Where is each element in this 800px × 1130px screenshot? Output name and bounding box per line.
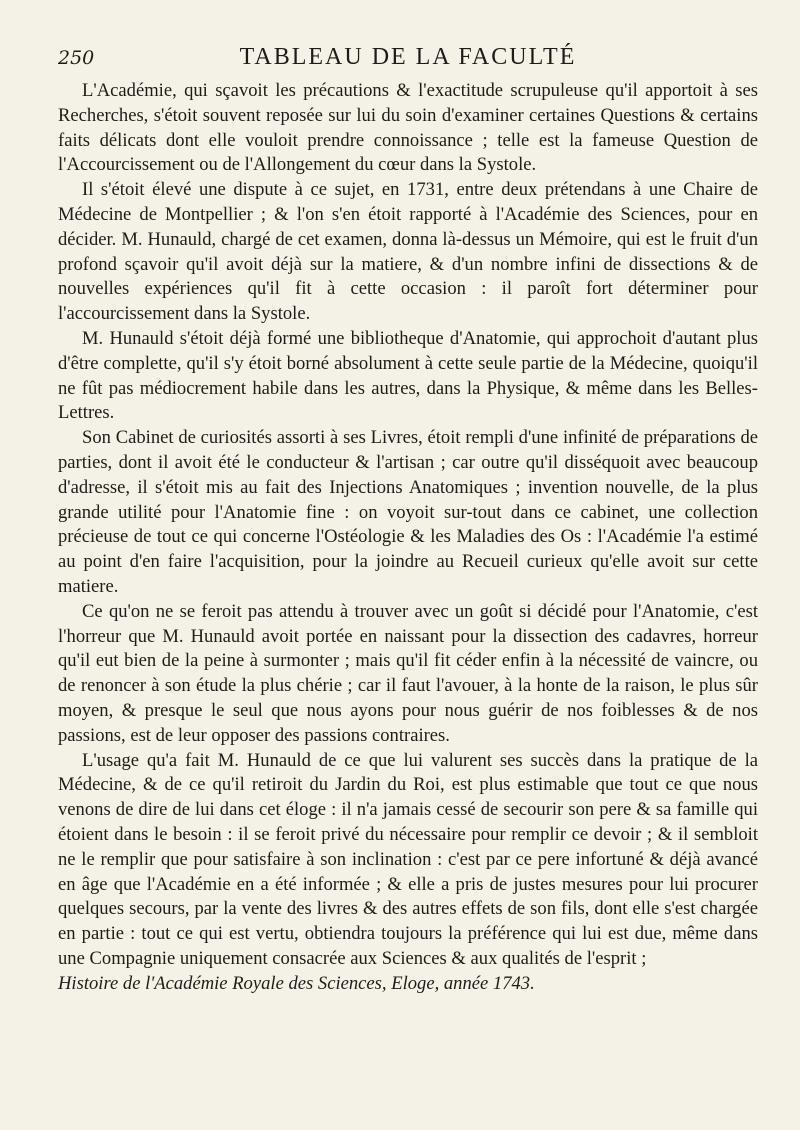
paragraph: M. Hunauld s'étoit déjà formé une bibliotheque d'Anatomie, qui approchoit d'autant plus d'être complette, qu'il s'y étoit borné absolument à cette seule partie de la Médecine, quoiqu'il ne fût pas médiocrement habile dans les autres, dans la Physique, & même dans les Belles-Lettres. (58, 327, 758, 424)
page-number: 250 (58, 47, 95, 69)
running-head (58, 44, 758, 71)
running-title: TABLEAU DE LA FACULTÉ (239, 44, 577, 70)
paragraph: L'Académie, qui sçavoit les précautions & l'exactitude scrupuleuse qu'il apportoit à ses Recherches, s'étoit souvent reposée sur lui du soin d'examiner certaines Questions & certains faits délicats dont elle vouloit prendre connoissance ; telle est la fameuse Question de l'Accourcissement ou de l'Allongement du cœur dans la Systole. (58, 80, 758, 176)
paragraph: Son Cabinet de curiosités assorti à ses Livres, étoit rempli d'une infinité de préparations de parties, dont il avoit été le conducteur & l'artisan ; car outre qu'il disséquoit avec beaucoup d'adresse, il s'étoit mis au fait des Injections Anatomiques ; invention nouvelle, de la plus grande utilité pour l'Anatomie fine : on voyoit sur-tout dans ce cabinet, une collection précieuse de tout ce qui concerne l'Ostéologie & les Maladies des Os : l'Académie l'a estimé au point d'en faire l'acquisition, pour la joindre au Recueil curieux qu'elle avoit sur cette matiere. (58, 427, 758, 597)
body-text (58, 79, 758, 996)
paragraph: L'usage qu'a fait M. Hunauld de ce que lui valurent ses succès dans la pratique de la Médecine, & de ce qu'il retiroit du Jardin du Roi, est plus estimable que tout ce que nous venons de dire de lui dans cet éloge : il n'a jamais cessé de secourir son pere & sa famille qui étoient dans le besoin : il se feroit privé du nécessaire pour remplir ce devoir ; & il sembloit ne le remplir que pour satisfaire à son inclination : c'est par ce pere infortuné & déjà avancé en âge que l'Académie en a été informée ; & elle a pris de justes mesures pour lui procurer quelques secours, par la vente des livres & des autres effets de son fils, dont elle s'est chargée en partie : tout ce qui est vertu, obtiendra toujours la préférence qui lui est due, même dans une Compagnie uniquement consacrée aux Sciences & aux qualités de l'esprit ; (58, 749, 758, 969)
paragraph: Ce qu'on ne se feroit pas attendu à trouver avec un goût si décidé pour l'Anatomie, c'est l'horreur que M. Hunauld avoit portée en naissant pour la dissection des cadavres, horreur qu'il eut bien de la peine à surmonter ; mais qu'il fit céder enfin à la nécessité de vaincre, ou de renoncer à son étude la plus chérie ; car il faut l'avouer, à la honte de la raison, le plus sûr moyen, & presque le seul que nous ayons pour nous guérir de nos foiblesses & de nos passions, est de leur opposer des passions contraires. (58, 600, 758, 746)
source-citation: Histoire de l'Académie Royale des Sciences, Eloge, année 1743. (58, 972, 535, 994)
paragraph: Il s'étoit élevé une dispute à ce sujet, en 1731, entre deux prétendans à une Chaire de Médecine de Montpellier ; & l'on s'en étoit rapporté à l'Académie des Sciences, pour en décider. M. Hunauld, chargé de cet examen, donna là-dessus un Mémoire, qui est le fruit d'un profond sçavoir qu'il avoit déjà sur la matiere, & d'un nombre infini de dissections & de nouvelles expériences qu'il fit à cette occasion : il paroît fort déterminer pour l'accourcissement dans la Systole. (58, 179, 758, 325)
